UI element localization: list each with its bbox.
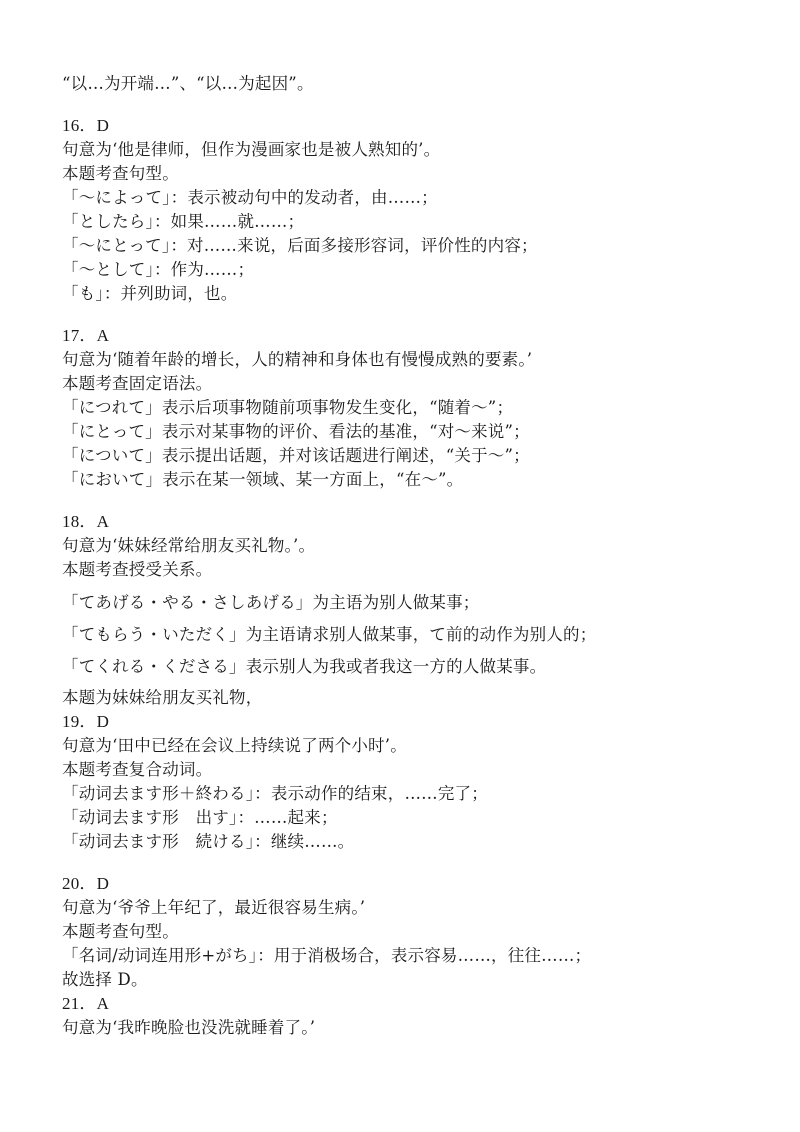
sentence-meaning: 句意为‘妹妹经常给朋友买礼物。’。 bbox=[62, 536, 316, 555]
topic-line: 本题考查复合动词。 bbox=[62, 760, 213, 779]
conclusion-line: 故选择 D。 bbox=[62, 970, 148, 989]
sentence-meaning: 句意为‘田中已经在会议上持续说了两个小时’。 bbox=[62, 736, 407, 755]
note-line: 「てあげる・やる・さしあげる」为主语为别人做某事； bbox=[62, 593, 480, 612]
note-line: 「动词去ます形＋終わる」：表示动作的结束，……完了； bbox=[62, 784, 488, 803]
note-line: 「名词/动词连用形+がち」：用于消极场合，表示容易……，往往……； bbox=[62, 946, 592, 965]
note-line: 「～にとって」：对……来说，后面多接形容词，评价性的内容； bbox=[62, 236, 538, 255]
note-line: 「としたら」：如果……就……； bbox=[62, 212, 305, 231]
sentence-meaning: 句意为‘随着年龄的增长，人的精神和身体也有慢慢成熟的要素。’ bbox=[62, 350, 533, 369]
note-line: 「てもらう・いただく」为主语请求别人做某事，て前的动作为别人的； bbox=[62, 625, 597, 644]
question-number: 21．A bbox=[62, 994, 110, 1013]
question-number: 19．D bbox=[62, 712, 110, 731]
sentence-meaning: 句意为‘我昨晚脸也没洗就睡着了。’ bbox=[62, 1018, 316, 1037]
sentence-meaning: 句意为‘爷爷上年纪了，最近很容易生病。’ bbox=[62, 898, 366, 917]
note-line: 「动词去ます形 出す」：……起来； bbox=[62, 808, 338, 827]
note-line: 「において」表示在某一领域、某一方面上，“在～”。 bbox=[62, 470, 464, 489]
topic-line: 本题考查句型。 bbox=[62, 922, 179, 941]
note-line: 「动词去ます形 続ける」：继续……。 bbox=[62, 832, 355, 851]
note-line: 「も」：并列助词，也。 bbox=[62, 284, 238, 303]
question-number: 20．D bbox=[62, 874, 110, 893]
topic-line: 本题考查句型。 bbox=[62, 164, 179, 183]
note-line: 「てくれる・くださる」表示别人为我或者我这一方的人做某事。 bbox=[62, 657, 547, 676]
note-line: 「につれて」表示后项事物随前项事物发生变化，“随着～”； bbox=[62, 398, 514, 417]
note-line: 「にとって」表示对某事物的评价、看法的基准，“对～来说”； bbox=[62, 422, 530, 441]
document-page bbox=[62, 72, 762, 1040]
sentence-meaning: 句意为‘他是律师，但作为漫画家也是被人熟知的’。 bbox=[62, 140, 441, 159]
question-number: 16．D bbox=[62, 116, 110, 135]
note-line: 「～として」：作为……； bbox=[62, 260, 255, 279]
question-number: 18．A bbox=[62, 512, 110, 531]
topic-line: 本题考查授受关系。 bbox=[62, 560, 213, 579]
topic-line: 本题考查固定语法。 bbox=[62, 374, 213, 393]
conclusion-line: 本题为妹妹给朋友买礼物， bbox=[62, 688, 263, 707]
intro-text: “以…为开端…”、“以…为起因”。 bbox=[62, 74, 314, 93]
note-line: 「について」表示提出话题，并对该话题进行阐述，“关于～”； bbox=[62, 446, 530, 465]
question-number: 17．A bbox=[62, 326, 110, 345]
note-line: 「～によって」：表示被动句中的发动者，由……； bbox=[62, 188, 438, 207]
